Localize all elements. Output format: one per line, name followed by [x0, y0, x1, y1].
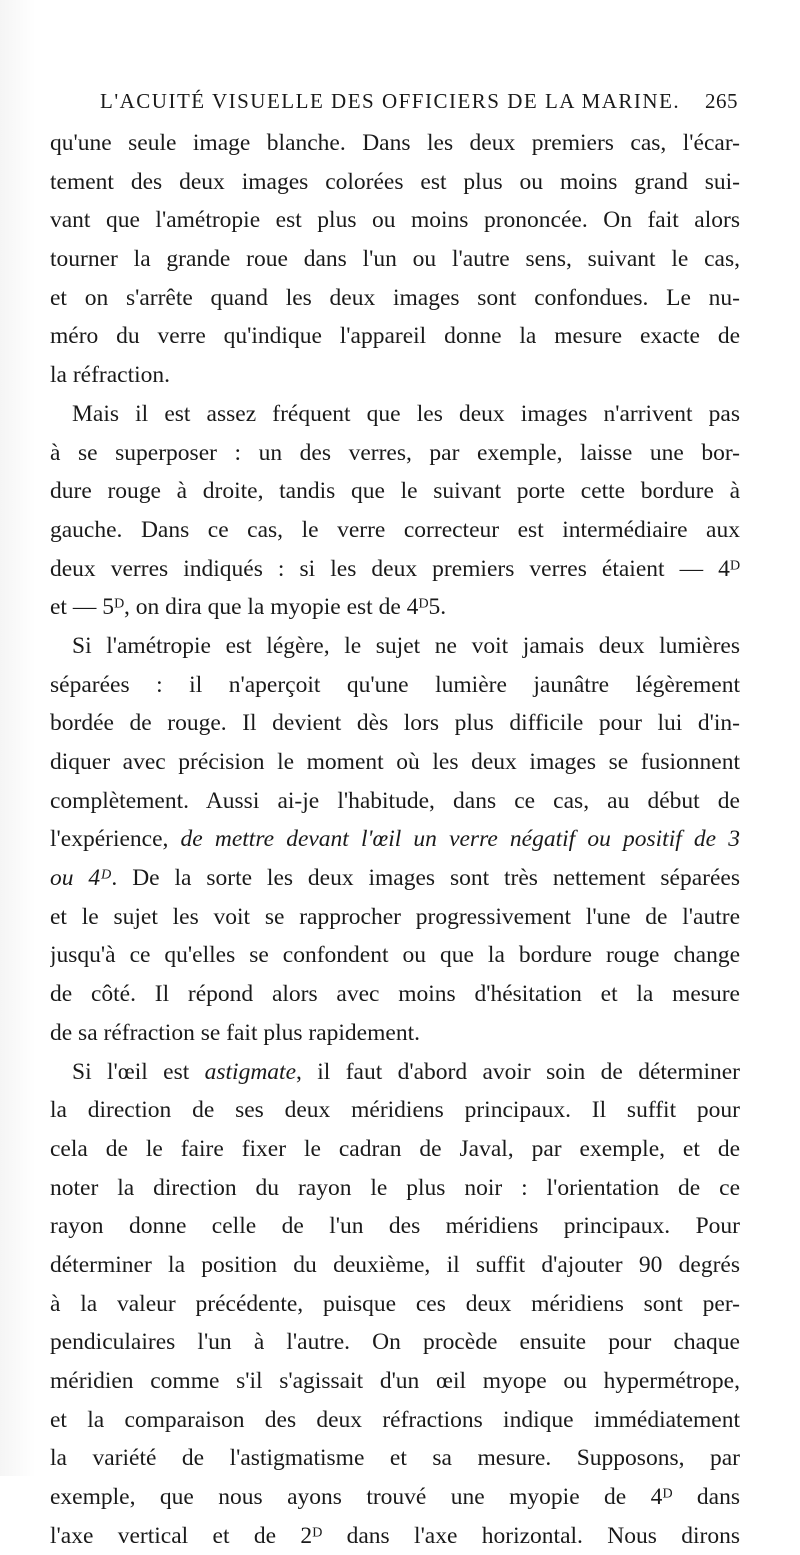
text-line — [50, 859, 740, 898]
line-text: complètement. Aussi ai-je l'habitude, dans ce cas, au début de — [50, 787, 740, 814]
text-line — [50, 666, 740, 705]
line-text: rayon donne celle de l'un des méridiens principaux. Pour — [50, 1213, 740, 1240]
text-line — [50, 317, 740, 356]
line-text: et le sujet les voit se rapprocher progressivement l'une de l'autre — [50, 903, 740, 930]
text-line — [50, 820, 740, 859]
text-line — [50, 356, 740, 395]
text-line — [50, 1053, 740, 1092]
line-text: méro du verre qu'indique l'appareil donne la mesure exacte de — [50, 323, 740, 350]
line-text: la direction de ses deux méridiens principaux. Il suffit pour — [50, 1097, 740, 1124]
text-line — [50, 627, 740, 666]
text-line — [50, 201, 740, 240]
line-text: Mais il est assez fréquent que les deux images n'arrivent pas — [72, 400, 740, 427]
text-line — [50, 1246, 740, 1285]
line-text: à se superposer : un des verres, par exemple, laisse une bor- — [50, 439, 740, 466]
line-text: diquer avec précision le moment où les deux images se fusionnent — [50, 749, 740, 775]
text-line — [50, 1285, 740, 1324]
text-line — [50, 1517, 740, 1555]
text-line — [50, 936, 740, 975]
text-line — [50, 124, 740, 163]
page-number: 265 — [705, 89, 738, 113]
line-text: séparées : il n'aperçoit qu'une lumière jaunâtre légèrement — [50, 671, 740, 698]
text-line — [50, 240, 740, 279]
text-line — [50, 975, 740, 1014]
text-line — [50, 1130, 740, 1169]
text-line — [50, 434, 740, 473]
text-line — [50, 1478, 740, 1517]
line-text: l'axe vertical et de 2ᴰ dans l'axe horizontal. Nous dirons — [50, 1522, 740, 1549]
text-line — [50, 704, 740, 743]
line-text: qu'une seule image blanche. Dans les deux premiers cas, l'écar- — [50, 130, 740, 156]
text-line — [50, 1362, 740, 1401]
line-italic-text: de mettre devant l'œil un verre négatif ou positif de 3 — [180, 826, 740, 853]
line-text: à la valeur précédente, puisque ces deux méridiens sont per- — [50, 1290, 740, 1317]
text-line — [50, 472, 740, 511]
line-text: dure rouge à droite, tandis que le suivant porte cette bordure à — [50, 478, 740, 505]
line-text: de côté. Il répond alors avec moins d'hésitation et la mesure — [50, 981, 740, 1008]
line-text: gauche. Dans ce cas, le verre correcteur est intermédiaire aux — [50, 516, 740, 543]
line-text: pendiculaires l'un à l'autre. On procède ensuite pour chaque — [50, 1329, 740, 1356]
text-line — [50, 395, 740, 434]
line-tail-text: . De la sorte les deux images sont très nettement séparées — [111, 865, 740, 892]
text-line — [50, 279, 740, 318]
line-text: et on s'arrête quand les deux images sont confondues. Le nu- — [50, 284, 740, 311]
line-text: exemple, que nous ayons trouvé une myopie de 4ᴰ dans — [50, 1484, 740, 1511]
text-line — [50, 1169, 740, 1208]
text-line — [50, 1401, 740, 1440]
line-tail-text: , il faut d'abord avoir soin de déterminer — [296, 1058, 740, 1085]
running-header — [100, 84, 738, 118]
running-title: L'ACUITÉ VISUELLE DES OFFICIERS DE LA MARINE. — [100, 89, 681, 113]
text-line — [50, 1091, 740, 1130]
line-text: et — 5ᴰ, on dira que la myopie est de 4ᴰ5. — [50, 594, 447, 621]
line-text: Si l'amétropie est légère, le sujet ne voit jamais deux lumières — [72, 632, 740, 659]
line-text: de sa réfraction se fait plus rapidement. — [50, 1019, 420, 1046]
text-line — [50, 1207, 740, 1246]
line-italic-text: ou 4ᴰ — [50, 865, 112, 892]
line-text: la réfraction. — [50, 362, 171, 389]
scan-margin-shadow — [0, 0, 36, 1476]
text-line — [50, 743, 740, 782]
line-text: deux verres indiqués : si les deux premiers verres étaient — 4ᴰ — [50, 555, 740, 582]
text-line — [50, 163, 740, 202]
text-line — [50, 1439, 740, 1478]
line-text: noter la direction du rayon le plus noir : l'orientation de ce — [50, 1174, 740, 1201]
text-line — [50, 782, 740, 821]
text-line — [50, 1323, 740, 1362]
line-text: et la comparaison des deux réfractions indique immédiatement — [50, 1406, 740, 1433]
line-text: cela de le faire fixer le cadran de Javal, par exemple, et de — [50, 1135, 740, 1162]
line-text: l'expérience, — [50, 826, 181, 853]
line-text: déterminer la position du deuxième, il suffit d'ajouter 90 degrés — [50, 1251, 740, 1278]
line-text: tourner la grande roue dans l'un ou l'autre sens, suivant le cas, — [50, 246, 740, 273]
text-line — [50, 898, 740, 937]
line-text: bordée de rouge. Il devient dès lors plus difficile pour lui d'in- — [50, 710, 740, 737]
text-line — [50, 1014, 740, 1053]
body-text — [50, 124, 740, 1555]
line-text: vant que l'amétropie est plus ou moins prononcée. On fait alors — [50, 207, 740, 234]
line-italic-text: astigmate — [204, 1058, 297, 1085]
line-text: méridien comme s'il s'agissait d'un œil myope ou hypermétrope, — [50, 1368, 740, 1394]
line-text: Si l'œil est — [72, 1058, 205, 1085]
line-text: jusqu'à ce qu'elles se confondent ou que la bordure rouge change — [50, 942, 740, 969]
text-line — [50, 511, 740, 550]
text-line — [50, 588, 740, 627]
text-line — [50, 550, 740, 589]
line-text: la variété de l'astigmatisme et sa mesure. Supposons, par — [50, 1445, 740, 1472]
line-text: tement des deux images colorées est plus ou moins grand sui- — [50, 168, 740, 195]
